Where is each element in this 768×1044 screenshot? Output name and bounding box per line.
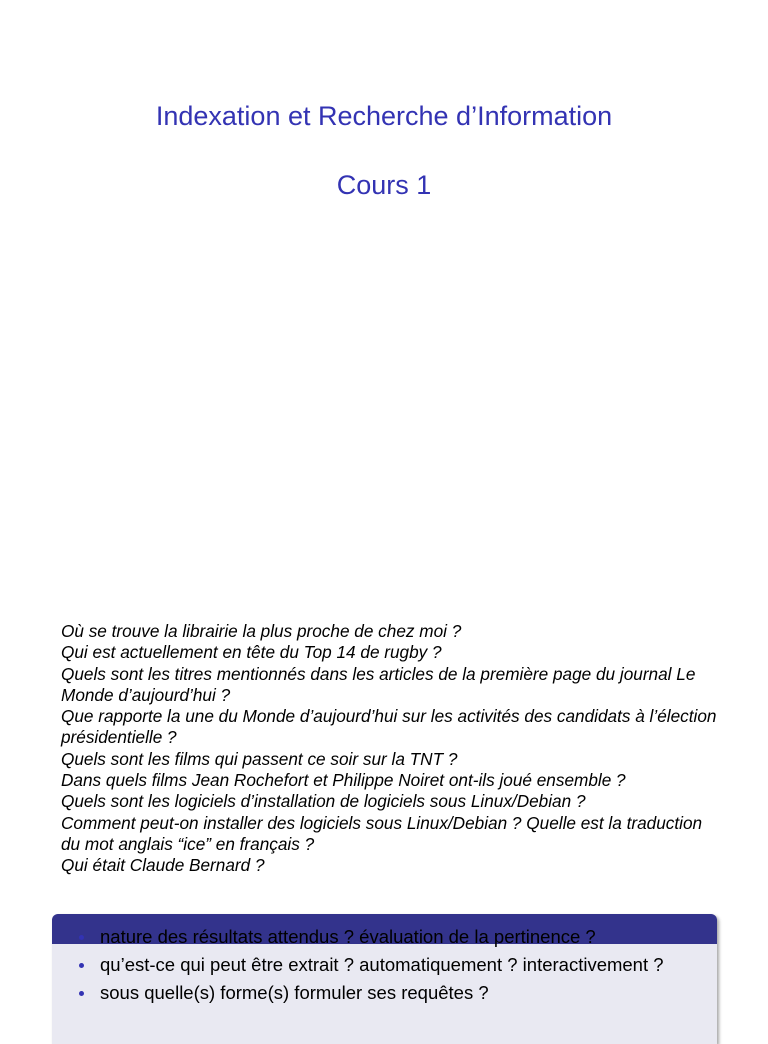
- question-item: Qui était Claude Bernard ?: [61, 855, 265, 876]
- question-item: Que rapporte la une du Monde d’aujourd’hui sur les activités des candidats à l’élection présidentielle ?: [61, 706, 717, 748]
- block-list-text: nature des résultats attendus ? évaluation de la pertinence ?: [100, 926, 596, 947]
- question-item: Quels sont les titres mentionnés dans les articles de la première page du journal Le Monde d’aujourd’hui ?: [61, 663, 696, 705]
- block-list-item: [52, 982, 717, 1004]
- question-item: Dans quels films Jean Rochefort et Philippe Noiret ont-ils joué ensemble ?: [61, 770, 626, 791]
- bullet-icon: [79, 935, 84, 940]
- bullet-icon: [79, 963, 84, 968]
- slide-subtitle: Cours 1: [336, 170, 432, 200]
- block-list-text: sous quelle(s) forme(s) formuler ses requêtes ?: [100, 982, 489, 1003]
- block-list: [52, 926, 717, 1010]
- bullet-icon: [79, 991, 84, 996]
- slide-title: Indexation et Recherche d’Information: [155, 101, 613, 131]
- question-list: [61, 621, 721, 877]
- question-item: Quels sont les films qui passent ce soir sur la TNT ?: [61, 748, 458, 769]
- question-item: Comment peut-on installer des logiciels sous Linux/Debian ? Quelle est la traduction du mot anglais “ice” en français ?: [61, 812, 703, 854]
- block-list-text: qu’est-ce qui peut être extrait ? automatiquement ? interactivement ?: [100, 954, 664, 975]
- block-list-item: [52, 926, 717, 948]
- question-item: Où se trouve la librairie la plus proche de chez moi ?: [61, 621, 462, 641]
- question-item: Qui est actuellement en tête du Top 14 de rugby ?: [61, 642, 442, 663]
- question-item: Quels sont les logiciels d’installation de logiciels sous Linux/Debian ?: [61, 791, 586, 812]
- block-panel: [52, 914, 717, 1044]
- block-list-item: [52, 954, 717, 976]
